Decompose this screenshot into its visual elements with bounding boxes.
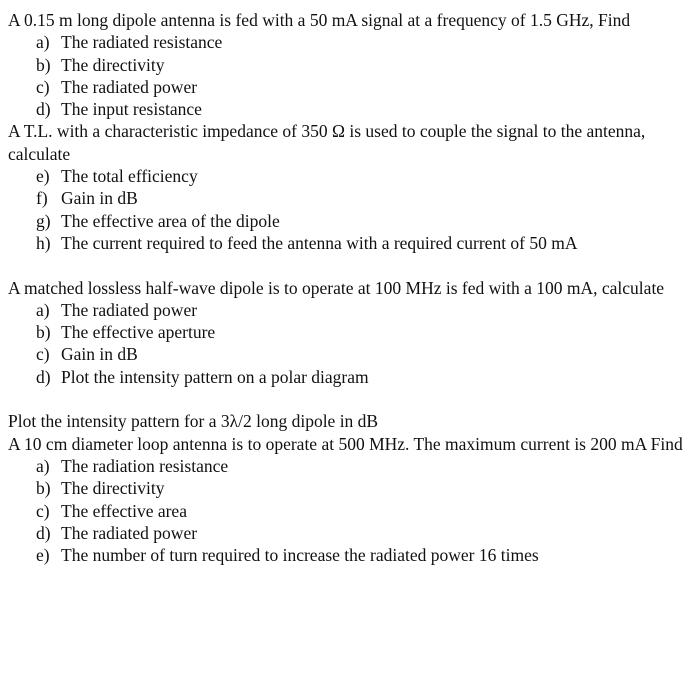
problem-sheet: [8, 9, 692, 566]
list-item: [8, 98, 692, 120]
item-text: The effective area: [61, 500, 187, 521]
item-text: The directivity: [61, 478, 165, 499]
item-marker: c): [36, 500, 50, 521]
list-item: [8, 343, 692, 365]
item-marker: e): [36, 545, 50, 566]
item-text: The total efficiency: [61, 166, 198, 187]
item-marker: a): [36, 299, 50, 320]
item-marker: d): [36, 522, 51, 543]
item-marker: c): [36, 344, 50, 365]
item-text: Gain in dB: [61, 188, 138, 209]
item-marker: g): [36, 210, 51, 231]
item-text: The effective area of the dipole: [61, 210, 280, 231]
item-marker: a): [36, 455, 50, 476]
problem-2-intro: A matched lossless half-wave dipole is to operate at 100 MHz is fed with a 100 mA, calculate: [8, 277, 665, 298]
item-marker: b): [36, 478, 51, 499]
item-text: The radiated power: [61, 299, 198, 320]
list-item: [8, 544, 692, 566]
item-text: The radiated power: [61, 76, 198, 97]
problem-4-intro: A 10 cm diameter loop antenna is to operate at 500 MHz. The maximum current is 200 mA Find: [8, 433, 683, 454]
item-marker: d): [36, 99, 51, 120]
list-item: [8, 31, 692, 53]
item-marker: c): [36, 76, 50, 97]
problem-1-intro: A 0.15 m long dipole antenna is fed with a 50 mA signal at a frequency of 1.5 GHz, Find: [8, 10, 631, 30]
item-text: The effective aperture: [61, 322, 216, 343]
list-item: [8, 76, 692, 98]
list-item: [8, 165, 692, 187]
problem-4-list: [8, 455, 692, 566]
problem-1-followup-list: [8, 165, 692, 254]
list-item: [8, 187, 692, 209]
problem-1-list: [8, 31, 692, 120]
list-item: [8, 299, 692, 321]
problem-3-text: Plot the intensity pattern for a 3λ/2 long dipole in dB: [8, 411, 379, 432]
list-item: [8, 54, 692, 76]
item-text: The radiation resistance: [61, 455, 229, 476]
item-text: The radiated resistance: [61, 32, 223, 53]
item-text: The current required to feed the antenna with a required current of 50 mA: [61, 232, 578, 253]
item-marker: f): [36, 188, 48, 209]
item-marker: a): [36, 32, 50, 53]
item-marker: b): [36, 322, 51, 343]
list-item: [8, 366, 692, 388]
item-text: The radiated power: [61, 522, 198, 543]
list-item: [8, 500, 692, 522]
list-item: [8, 210, 692, 232]
item-marker: b): [36, 54, 51, 75]
item-text: Plot the intensity pattern on a polar diagram: [61, 366, 369, 387]
problem-2-list: [8, 299, 692, 388]
list-item: [8, 522, 692, 544]
item-marker: d): [36, 366, 51, 387]
item-text: Gain in dB: [61, 344, 138, 365]
item-text: The number of turn required to increase the radiated power 16 times: [61, 545, 539, 566]
blank-line: [8, 254, 692, 276]
blank-line: [8, 388, 692, 410]
item-text: The input resistance: [61, 99, 202, 120]
list-item: [8, 321, 692, 343]
item-marker: e): [36, 166, 50, 187]
list-item: [8, 477, 692, 499]
list-item: [8, 455, 692, 477]
problem-1-followup: A T.L. with a characteristic impedance of 350 Ω is used to couple the signal to the antenna, calculate: [8, 121, 646, 164]
item-marker: h): [36, 232, 51, 253]
item-text: The directivity: [61, 54, 165, 75]
list-item: [8, 232, 692, 254]
